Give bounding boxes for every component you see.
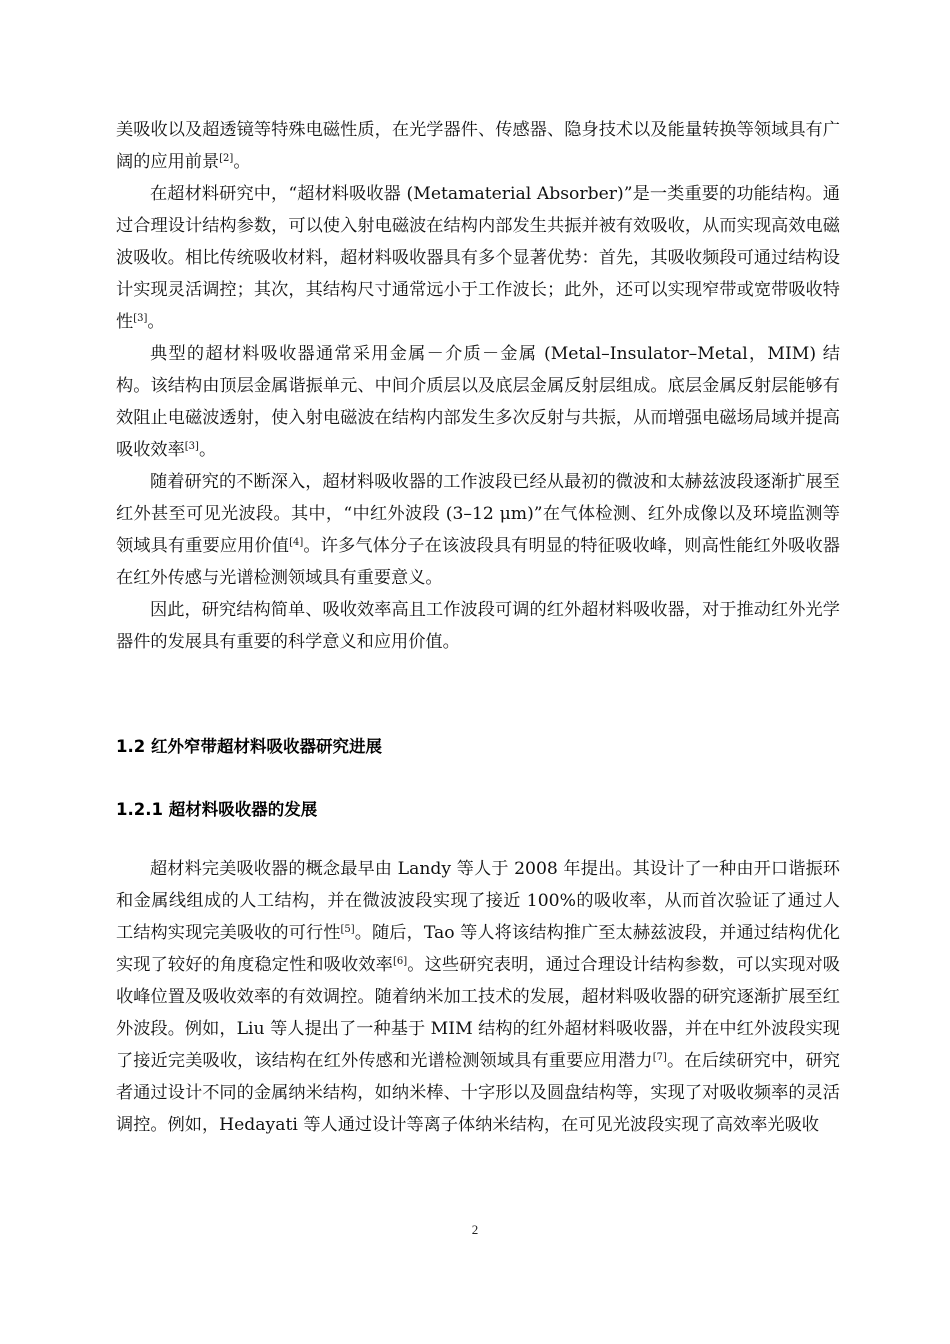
paragraph-4: 随着研究的不断深入，超材料吸收器的工作波段已经从最初的微波和太赫兹波段逐渐扩展至红外甚至可见光波段。其中，“中红外波段 (3–12 μm)”在气体检测、红外成像以及环境监测等领域具有重要应用价值[4]。许多气体分子在该波段具有明显的特征吸收峰，则高性能红外吸收器在红外传感与光谱检测领域具有重要意义。 <box>116 472 840 588</box>
citation-5: [5] <box>340 924 355 935</box>
citation-3b: [3] <box>184 441 199 452</box>
citation-6: [6] <box>393 956 408 967</box>
paragraph-6: 超材料完美吸收器的概念最早由 Landy 等人于 2008 年提出。其设计了一种由开口谐振环和金属线组成的人工结构，并在微波波段实现了接近 100%的吸收率，从而首次验证了通过人工结构实现完美吸收的可行性[5]。随后，Tao 等人将该结构推广至太赫兹波段，并通过结构优化实现了较好的角度稳定性和吸收效率[6]。这些研究表明，通过合理设计结构参数，可以实现对吸收峰位置及吸收效率的有效调控。随着纳米加工技术的发展，超材料吸收器的研究逐渐扩展至红外波段。例如，Liu 等人提出了一种基于 MIM 结构的红外超材料吸收器，并在中红外波段实现了接近完美吸收，该结构在红外传感和光谱检测领域具有重要应用潜力[7]。在后续研究中，研究者通过设计不同的金属纳米结构，如纳米棒、十字形以及圆盘结构等，实现了对吸收频率的灵活调控。例如，Hedayati 等人通过设计等离子体纳米结构，在可见光波段实现了高效率光吸收 <box>116 859 840 1135</box>
citation-2: [2] <box>219 153 234 164</box>
paragraph-3: 典型的超材料吸收器通常采用金属－介质－金属 (Metal–Insulator–Metal，MIM) 结构。该结构由顶层金属谐振单元、中间介质层以及底层金属反射层组成。底层金属反射层能够有效阻止电磁波透射，使入射电磁波在结构内部发生多次反射与共振，从而增强电磁场局域并提高吸收效率[3]。 <box>116 344 840 460</box>
paragraph-2: 在超材料研究中，“超材料吸收器 (Metamaterial Absorber)”是一类重要的功能结构。通过合理设计结构参数，可以使入射电磁波在结构内部发生共振并被有效吸收，从而实现高效电磁波吸收。相比传统吸收材料，超材料吸收器具有多个显著优势：首先，其吸收频段可通过结构设计实现灵活调控；其次，其结构尺寸通常远小于工作波长；此外，还可以实现窄带或宽带吸收特性[3]。 <box>116 184 840 332</box>
subsection-heading: 1.2.1 超材料吸收器的发展 <box>116 800 318 819</box>
page-number: 2 <box>471 1222 479 1237</box>
intro-text <box>116 114 840 658</box>
paragraph-1: 美吸收以及超透镜等特殊电磁性质，在光学器件、传感器、隐身技术以及能量转换等领域具有广阔的应用前景[2]。 <box>116 120 840 172</box>
citation-3: [3] <box>133 313 148 324</box>
section-heading: 1.2 红外窄带超材料吸收器研究进展 <box>116 737 382 756</box>
citation-4: [4] <box>289 537 304 548</box>
citation-7: [7] <box>652 1052 667 1063</box>
paragraph-5: 因此，研究结构简单、吸收效率高且工作波段可调的红外超材料吸收器，对于推动红外光学器件的发展具有重要的科学意义和应用价值。 <box>116 600 840 652</box>
subsection-text <box>116 853 840 1141</box>
